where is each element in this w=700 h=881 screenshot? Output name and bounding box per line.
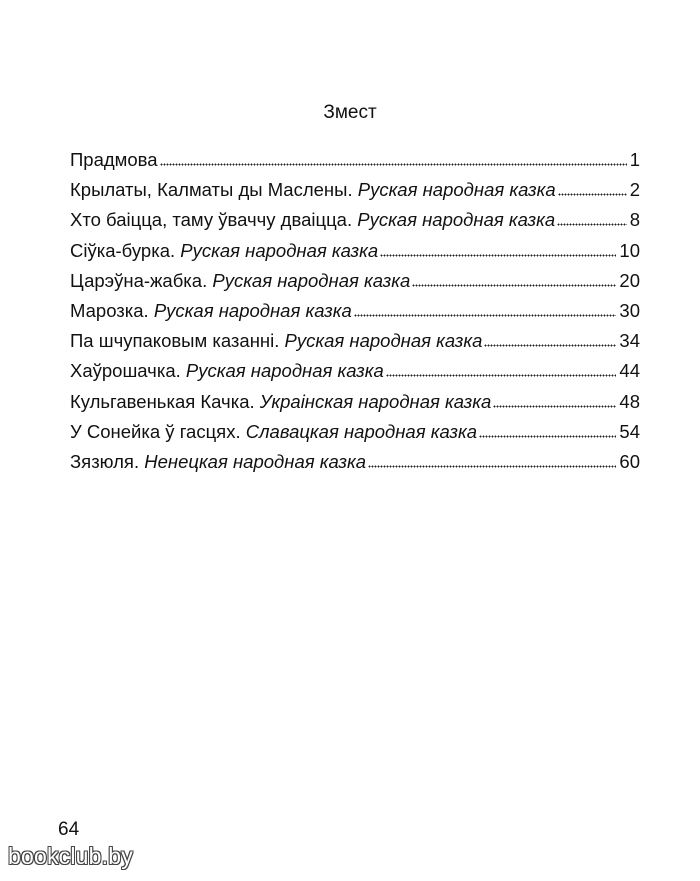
toc-entry-title: Зязюля. (70, 450, 140, 472)
watermark: bookclub.by (8, 843, 133, 869)
toc-entry (70, 326, 640, 356)
dot-leader (386, 372, 617, 377)
toc-page-number: 54 (619, 420, 640, 442)
toc-entry (70, 447, 640, 477)
toc-entry-subtitle: Украінская народная казка (259, 390, 492, 412)
dot-leader (368, 463, 616, 468)
dot-leader (380, 252, 616, 257)
table-of-contents (70, 145, 640, 477)
toc-entry-name (70, 296, 352, 326)
dot-leader (558, 191, 627, 196)
toc-entry-name (70, 175, 556, 205)
toc-entry-title: Сіўка-бурка. (70, 239, 176, 261)
dot-leader (160, 161, 627, 166)
toc-page-number: 60 (619, 450, 640, 472)
toc-entry-name (70, 326, 482, 356)
toc-page-number: 1 (629, 149, 640, 170)
toc-entry-subtitle: Руская народная казка (357, 209, 556, 231)
toc-entry (70, 145, 640, 175)
page-number: 64 (58, 819, 80, 840)
toc-entry-title: Прадмова (70, 149, 158, 170)
toc-page-number: 44 (619, 360, 640, 382)
toc-entry-name (70, 447, 366, 477)
toc-entry-title: Хаўрошачка. (70, 360, 181, 382)
dot-leader (493, 403, 616, 408)
toc-entry-subtitle: Славацкая народная казка (245, 420, 477, 442)
toc-entry (70, 356, 640, 386)
toc-entry-subtitle: Руская народная казка (284, 330, 483, 352)
page-title: Змест (323, 102, 377, 123)
toc-entry-subtitle: Руская народная казка (153, 299, 352, 321)
toc-entry (70, 236, 640, 266)
toc-entry-name (70, 145, 158, 175)
toc-page-number: 2 (629, 179, 640, 201)
toc-entry (70, 417, 640, 447)
toc-page-number: 10 (619, 239, 640, 261)
toc-entry-title: Хто баіцца, таму ўваччу дваіцца. (70, 209, 353, 231)
dot-leader (412, 282, 616, 287)
toc-entry-subtitle: Руская народная казка (212, 269, 411, 291)
toc-page-number: 34 (619, 330, 640, 352)
toc-entry (70, 387, 640, 417)
toc-entry-name (70, 356, 384, 386)
toc-entry-subtitle: Ненецкая народная казка (144, 450, 366, 472)
toc-entry-title: Па шчупаковым казанні. (70, 330, 280, 352)
toc-page-number: 8 (629, 209, 640, 231)
toc-entry-title: Царэўна-жабка. (70, 269, 208, 291)
toc-page-number: 30 (619, 299, 640, 321)
toc-entry-name (70, 417, 477, 447)
toc-entry-subtitle: Руская народная казка (180, 239, 379, 261)
dot-leader (479, 433, 616, 438)
toc-entry-title: Крылаты, Калматы ды Маслены. (70, 179, 353, 201)
toc-entry (70, 266, 640, 296)
dot-leader (557, 221, 627, 226)
toc-entry-name (70, 205, 555, 235)
toc-page-number: 48 (619, 390, 640, 412)
toc-entry-name (70, 236, 378, 266)
toc-entry-title: У Сонейка ў гасцях. (70, 420, 241, 442)
dot-leader (484, 342, 616, 347)
toc-entry-title: Кульгавенькая Качка. (70, 390, 255, 412)
toc-entry (70, 205, 640, 235)
toc-entry (70, 296, 640, 326)
toc-entry-name (70, 266, 410, 296)
toc-entry (70, 175, 640, 205)
toc-entry-subtitle: Руская народная казка (357, 179, 556, 201)
toc-entry-title: Марозка. (70, 299, 149, 321)
toc-page-number: 20 (619, 269, 640, 291)
toc-entry-name (70, 387, 491, 417)
dot-leader (354, 312, 617, 317)
toc-entry-subtitle: Руская народная казка (185, 360, 384, 382)
